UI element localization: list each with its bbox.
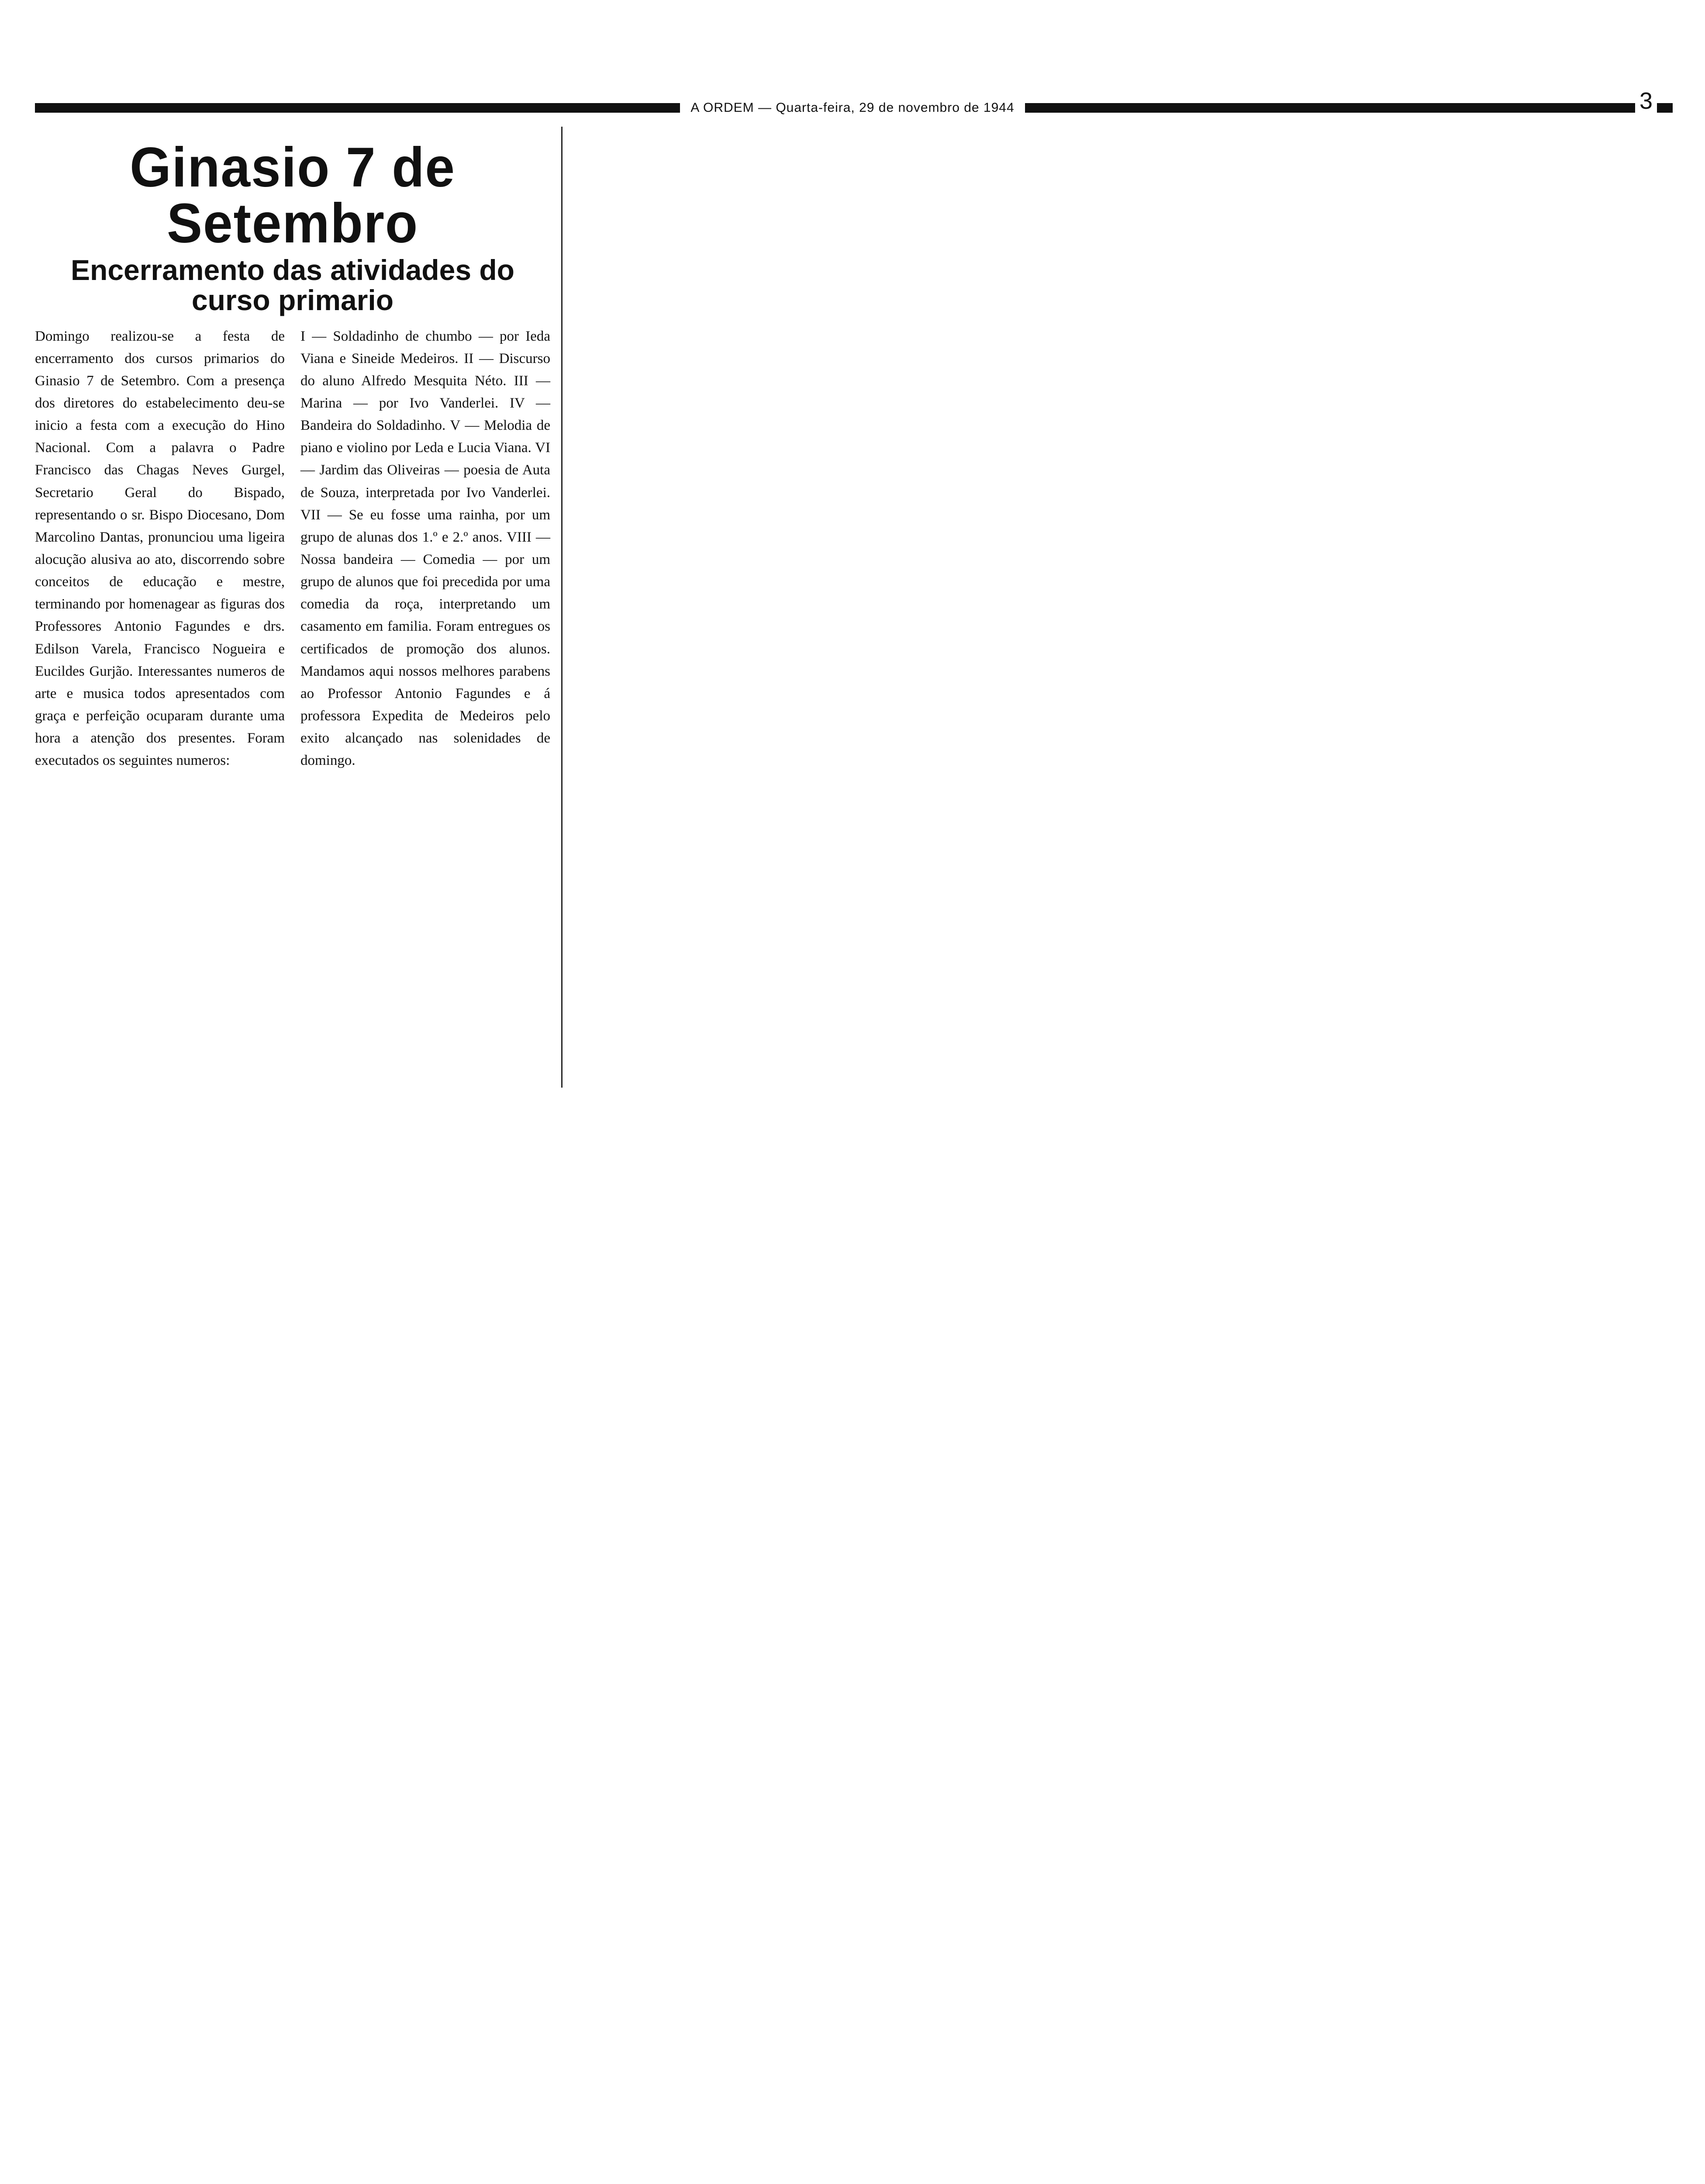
article-body-columns xyxy=(35,316,550,772)
column-divider xyxy=(561,127,563,1088)
page-header xyxy=(0,100,1705,115)
article-title: Ginasio 7 de Setembro xyxy=(130,136,456,255)
article-body-right: I — Soldadinho de chumbo — por Ieda Viana e Sineide Medeiros. II — Discurso do aluno Alfredo Mesquita Néto. III —Marina — por Ivo Vanderlei. IV — Bandeira do Soldadinho. V — Melodia de piano e violino por Leda e Lucia Viana. VI — Jardim das Oliveiras — poesia de Auta de Souza, interpretada por Ivo Vanderlei. VII — Se eu fosse uma rainha, por um grupo de alunas dos 1.º e 2.º anos. VIII — Nossa bandeira — Comedia — por um grupo de alunos que foi precedida por uma comedia da roça, interpretando um casamento em familia. Foram entregues os certificados de promoção dos alunos. Mandamos aqui nossos melhores parabens ao Professor Antonio Fagundes e á professora Expedita de Medeiros pelo exito alcançado nas solenidades de domingo. xyxy=(300,328,550,769)
article-subtitle: Encerramento das atividades do curso primario xyxy=(70,254,514,317)
article-ginasio xyxy=(35,127,550,772)
page-number: 3 xyxy=(1635,87,1657,114)
header-dateline: A ORDEM — Quarta-feira, 29 de novembro de 1944 xyxy=(680,100,1025,115)
article-body-left: Domingo realizou-se a festa de encerramento dos cursos primarios do Ginasio 7 de Setembro. Com a presença dos diretores do estabelecimento deu-se inicio a festa com a execução do Hino Nacional. Com a palavra o Padre Francisco das Chagas Neves Gurgel, Secretario Geral do Bispado, representando o sr. Bispo Diocesano, Dom Marcolino Dantas, pronunciou uma ligeira alocução alusiva ao ato, discorrendo sobre conceitos de educação e mestre, terminando por homenagear as figuras dos Professores Antonio Fagundes e drs. Edilson Varela, Francisco Nogueira e Eucildes Gurjão. Interessantes numeros de arte e musica todos apresentados com graça e perfeição ocuparam durante uma hora a atenção dos presentes. Foram executados os seguintes numeros: xyxy=(35,328,285,769)
